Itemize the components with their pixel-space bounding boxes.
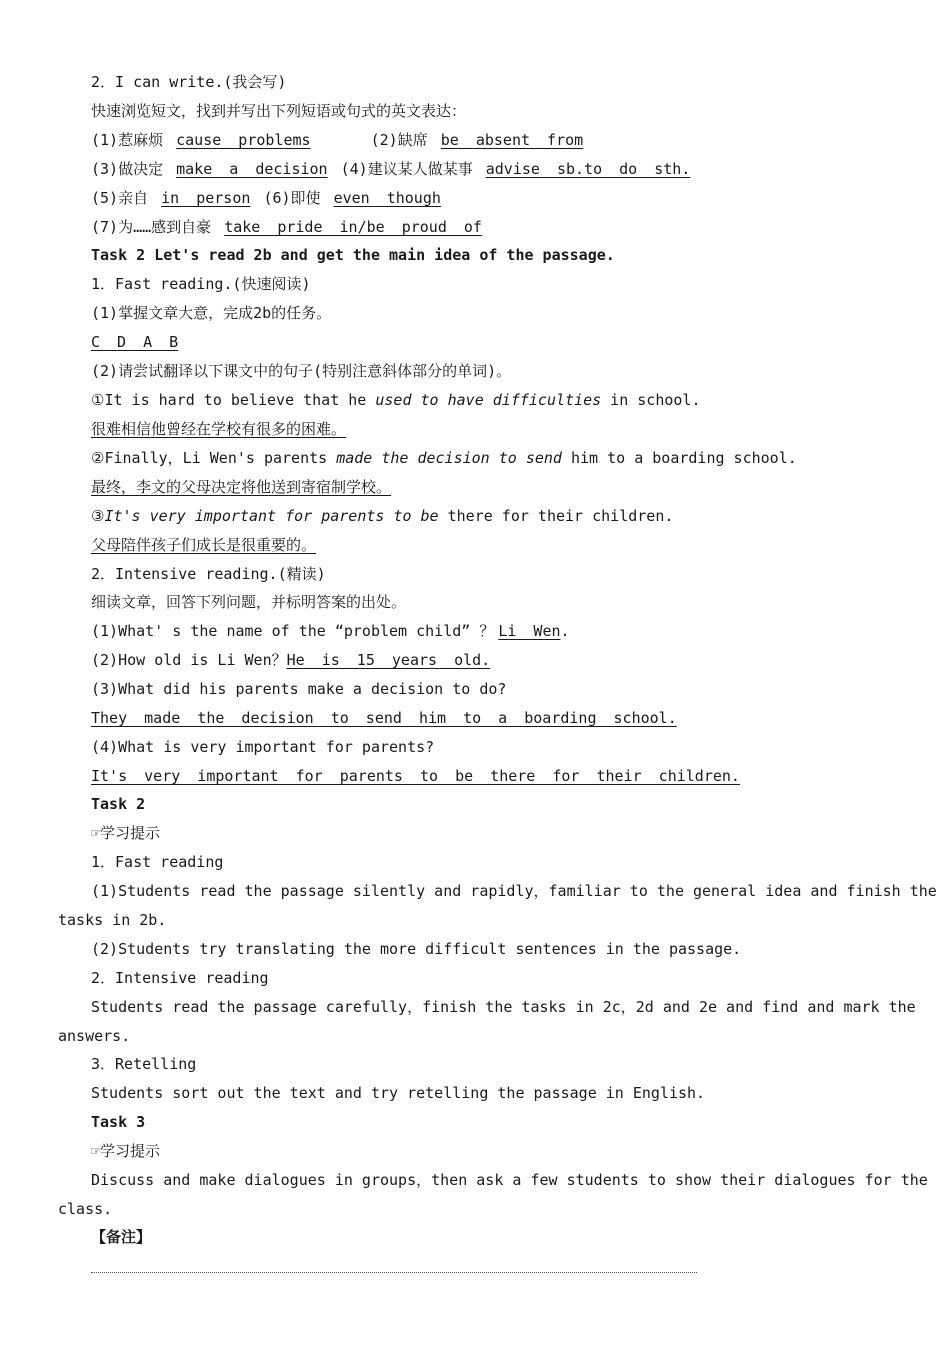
answer-order: C D A B — [91, 333, 179, 351]
sentence-text: in school. — [601, 391, 701, 409]
translation-2 — [91, 475, 391, 499]
phrase-question: (7)为……感到自豪 — [91, 218, 212, 236]
tips-retelling-p: Students sort out the text and try retelling the passage in English. — [91, 1084, 706, 1102]
phrase-answer: in person — [161, 189, 251, 207]
question-text: (2)How old is Li Wen？ — [91, 651, 287, 669]
tips-task3-heading: Task 3 — [91, 1113, 146, 1131]
tips-task2-heading: Task 2 — [91, 795, 146, 813]
answer-text: It's very important for parents to be there for their children. — [91, 767, 740, 785]
phrase-question: (3)做决定 — [91, 160, 164, 178]
tips-fast-p1a: (1)Students read the passage silently and rapidly，familiar to the general idea and finish the — [91, 882, 937, 900]
phrase-row-2 — [91, 157, 694, 181]
write-heading: 2．I can write.(我会写) — [91, 73, 287, 91]
sentence-2 — [91, 446, 797, 470]
question-1: (1)What' s the name of the “problem child” ？ Li Wen. — [91, 622, 570, 640]
tips-task3-tip: ☞学习提示 — [91, 1142, 161, 1160]
question-2 — [91, 648, 494, 672]
phrase-answer: cause problems — [176, 131, 311, 149]
answer-3 — [91, 706, 677, 730]
phrase-answer: take pride in/be proud of — [224, 218, 482, 236]
answer-4 — [91, 764, 740, 788]
tips-task3-pa: Discuss and make dialogues in groups，then ask a few students to show their dialogues for the — [91, 1171, 928, 1189]
phrase-row-1 — [91, 128, 587, 152]
translation-text: 父母陪伴孩子们成长是很重要的。 — [91, 536, 317, 554]
sentence-3 — [91, 504, 673, 528]
note-writing-line — [91, 1272, 697, 1273]
fast-reading-a1 — [91, 330, 178, 354]
sentence-text: there for their children. — [438, 507, 674, 525]
answer-text: Li Wen — [498, 622, 561, 640]
sentence-text: ③ — [91, 507, 105, 525]
answer-text: He is 15 years old. — [286, 651, 491, 669]
tips-intensive-reading: 2．Intensive reading — [91, 969, 269, 987]
translation-1 — [91, 417, 346, 441]
tips-fast-p2: (2)Students try translating the more difficult sentences in the passage. — [91, 940, 742, 958]
sentence-text: him to a boarding school. — [561, 449, 797, 467]
question-text: (1)What' s the name of the “problem child” ？ — [91, 622, 495, 640]
tips-fast-reading: 1．Fast reading — [91, 853, 224, 871]
tips-fast-p1b: tasks in 2b. — [58, 911, 167, 929]
write-instruction: 快速浏览短文，找到并写出下列短语或句式的英文表达： — [91, 102, 467, 120]
tips-task3-pb: class. — [58, 1200, 113, 1218]
fast-reading-q2: (2)请尝试翻译以下课文中的句子(特别注意斜体部分的单词)。 — [91, 362, 512, 380]
sentence-italic: It's very important for parents to be — [104, 507, 439, 525]
phrase-question: (5)亲自 — [91, 189, 149, 207]
translation-text: 很难相信他曾经在学校有很多的困难。 — [91, 420, 347, 438]
question-4: (4)What is very important for parents? — [91, 738, 435, 756]
phrase-answer: even though — [333, 189, 441, 207]
phrase-answer: advise sb.to do sth. — [485, 160, 691, 178]
tips-intensive-pa: Students read the passage carefully，finish the tasks in 2c，2d and 2e and find and mark the — [91, 998, 916, 1016]
translation-text: 最终，李文的父母决定将他送到寄宿制学校。 — [91, 478, 392, 496]
answer-text: They made the decision to send him to a boarding school. — [91, 709, 677, 727]
fast-reading-heading: 1．Fast reading.(快速阅读) — [91, 275, 311, 293]
tips-task2-tip: ☞学习提示 — [91, 824, 161, 842]
question-3: (3)What did his parents make a decision to do? — [91, 680, 507, 698]
translation-3 — [91, 533, 316, 557]
phrase-answer: make a decision — [176, 160, 328, 178]
phrase-question: (6)即使 — [263, 189, 321, 207]
phrase-answer: be absent from — [440, 131, 584, 149]
tips-intensive-pb: answers. — [58, 1027, 131, 1045]
intensive-reading-heading: 2．Intensive reading.(精读) — [91, 565, 326, 583]
sentence-italic: made the decision to send — [336, 449, 562, 467]
task2-heading: Task 2 Let's read 2b and get the main idea of the passage. — [91, 246, 615, 264]
phrase-question: (4)建议某人做某事 — [340, 160, 473, 178]
sentence-italic: used to have difficulties — [375, 391, 602, 409]
intensive-instruction: 细读文章，回答下列问题，并标明答案的出处。 — [91, 593, 407, 611]
phrase-row-3 — [91, 186, 445, 210]
fast-reading-q1: (1)掌握文章大意，完成2b的任务。 — [91, 304, 332, 322]
note-label: 【备注】 — [91, 1228, 152, 1246]
tips-retelling: 3．Retelling — [91, 1055, 197, 1073]
sentence-text: ①It is hard to believe that he — [91, 391, 376, 409]
sentence-1 — [91, 388, 701, 412]
phrase-question: (2)缺席 — [370, 131, 428, 149]
phrase-question: (1)惹麻烦 — [91, 131, 164, 149]
phrase-row-4 — [91, 215, 486, 239]
sentence-text: ②Finally，Li Wen's parents — [91, 449, 337, 467]
